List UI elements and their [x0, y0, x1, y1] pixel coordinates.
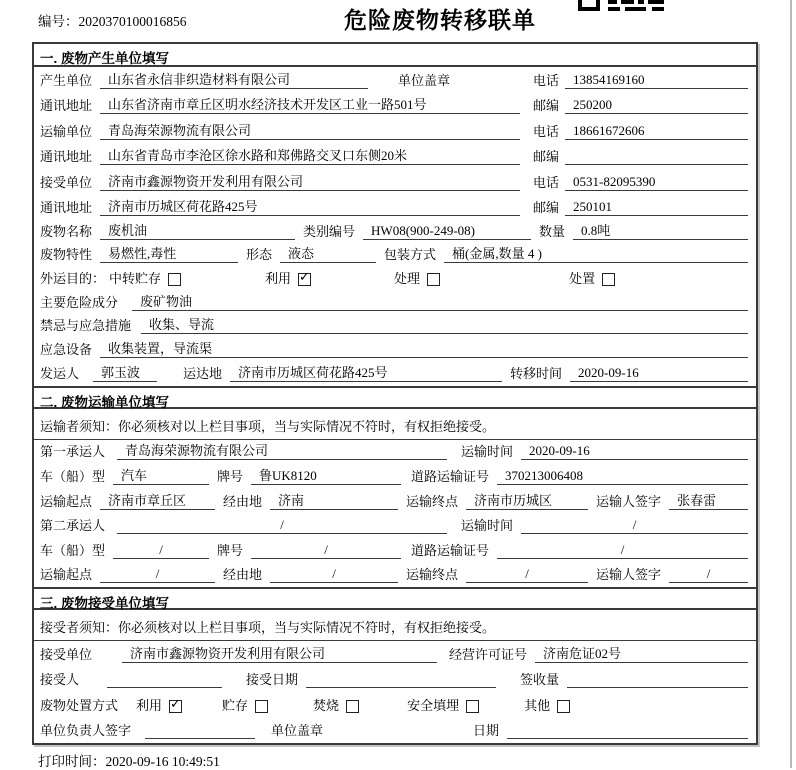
plate-label: 牌号 [217, 469, 244, 484]
destination-field: 济南市历城区荷花路425号 [230, 362, 502, 382]
purpose-option-treat [394, 268, 440, 287]
address-label: 通讯地址 [40, 200, 93, 215]
row-transport-address [34, 144, 756, 170]
row-waste-name [34, 220, 756, 244]
checkbox-storage [168, 273, 181, 286]
receiver-address-field: 济南市历城区荷花路425号 [100, 196, 520, 216]
date-label: 日期 [473, 723, 500, 739]
plate-label: 牌号 [217, 542, 244, 558]
form-state-field: 液态 [280, 243, 376, 263]
category-code-label: 类别编号 [303, 223, 356, 239]
route-via-field: / [270, 566, 398, 583]
producer-phone-group [533, 70, 748, 89]
route-end-field: / [466, 566, 588, 583]
producer-zip-group [533, 95, 748, 114]
phone-label: 电话 [533, 123, 560, 139]
receiver-unit-field: 济南市鑫源物资开发利用有限公司 [100, 171, 520, 191]
transport-zip-group [533, 146, 748, 165]
row-producer-address [34, 93, 756, 119]
vehicle-type-field: / [113, 542, 209, 559]
carrier-sign-field: 张春雷 [669, 490, 748, 510]
option-label: 焚烧 [313, 697, 340, 713]
page-edge-divider [790, 0, 792, 768]
hazard-label: 主要危险成分 [40, 294, 119, 310]
accept-date-label: 接受日期 [246, 672, 299, 688]
checkbox-treat [427, 273, 440, 286]
unit-seal-label: 单位盖章 [271, 723, 324, 739]
receiver-unit-label: 接受单位 [40, 174, 93, 190]
option-label: 处理 [394, 271, 421, 287]
disposal-option-other [524, 695, 570, 714]
responsible-sign-field [145, 725, 255, 739]
producer-address-field: 山东省济南市章丘区明水经济技术开发区工业一路501号 [100, 94, 520, 114]
transport-phone-field: 18661672606 [565, 123, 748, 140]
sign-quantity-field [567, 674, 748, 688]
accept-person-field [107, 674, 222, 688]
zip-label: 邮编 [533, 200, 560, 215]
transport-unit-field: 青岛海荣源物流有限公司 [100, 120, 520, 140]
zip-label: 邮编 [533, 149, 560, 164]
first-carrier-field: 青岛海荣源物流有限公司 [117, 440, 447, 460]
transport-time-label: 运输时间 [461, 444, 514, 460]
hazard-field: 废矿物油 [132, 291, 748, 311]
row-producer-unit [34, 67, 756, 93]
sign-quantity-label: 签收量 [520, 672, 560, 688]
page-title: 危险废物转移联单 [344, 7, 536, 33]
taboo-field: 收集、导流 [141, 314, 748, 334]
producer-unit-label: 产生单位 [40, 72, 93, 88]
transfer-time-label: 转移时间 [510, 365, 563, 381]
disposal-option-incinerate [313, 695, 359, 714]
equipment-label: 应急设备 [40, 342, 93, 358]
print-time-label: 打印时间： [38, 754, 106, 769]
route-via-label: 经由地 [223, 493, 263, 509]
receiver-phone-group [533, 172, 748, 191]
checkbox-landfill [466, 700, 479, 713]
receiver-zip-field: 250101 [565, 199, 748, 216]
row-vehicle-2 [34, 538, 756, 563]
option-label: 利用 [136, 697, 163, 713]
purpose-option-storage [109, 268, 181, 287]
row-receiver-unit [34, 169, 756, 195]
checkbox-other [557, 700, 570, 713]
row-vehicle-1 [34, 464, 756, 489]
checkbox-incinerate [346, 700, 359, 713]
phone-label: 电话 [533, 72, 560, 88]
plate-field: / [251, 542, 401, 559]
print-time-value: 2020-09-16 10:49:51 [105, 754, 220, 769]
carrier-sign-label: 运输人签字 [596, 493, 662, 509]
option-label: 中转贮存 [109, 271, 162, 287]
waste-traits-label: 废物特性 [40, 247, 93, 263]
first-carrier-label: 第一承运人 [40, 444, 106, 460]
destination-label: 运达地 [183, 365, 223, 381]
category-code-field: HW08(900-249-08) [363, 223, 531, 240]
road-cert-field: / [497, 542, 748, 559]
row-responsible-sign [34, 718, 756, 744]
disposal-label: 废物处置方式 [40, 697, 119, 713]
transport-phone-group [533, 121, 748, 140]
section3-header: 三. 废物接受单位填写 [34, 587, 756, 610]
serial-label: 编号： [38, 14, 79, 29]
disposal-option-utilize [136, 695, 182, 714]
road-cert-label: 道路运输证号 [411, 542, 490, 558]
dispatcher-label: 发运人 [40, 365, 80, 381]
route-end-label: 运输终点 [406, 567, 459, 583]
purpose-label: 外运目的： [40, 271, 106, 287]
transport-address-field: 山东省青岛市李沧区徐水路和郑佛路交叉口东侧20米 [100, 145, 520, 165]
transport-unit-label: 运输单位 [40, 123, 93, 139]
accept-date-field [306, 674, 496, 688]
checkbox-utilize [169, 700, 182, 713]
waste-name-field: 废机油 [100, 220, 295, 240]
quantity-label: 数量 [539, 223, 566, 239]
route-start-label: 运输起点 [40, 567, 93, 583]
row-second-carrier [34, 514, 756, 539]
row-accept-unit [34, 641, 756, 667]
form-state-label: 形态 [246, 247, 273, 263]
road-cert-label: 道路运输证号 [411, 469, 490, 484]
row-disposal-method [34, 692, 756, 718]
zip-label: 邮编 [533, 98, 560, 113]
vehicle-type-field: 汽车 [113, 465, 209, 485]
unit-seal-label: 单位盖章 [398, 72, 451, 88]
receiver-notice: 接受者须知：你必须核对以上栏目事项，当与实际情况不符时，有权拒绝接受。 [34, 610, 756, 641]
waste-name-label: 废物名称 [40, 223, 93, 239]
producer-unit-field: 山东省永信非织造材料有限公司 [100, 69, 368, 89]
checkbox-utilize [298, 273, 311, 286]
transport-time-label: 运输时间 [461, 518, 514, 534]
license-field: 济南危证02号 [535, 643, 748, 663]
route-start-label: 运输起点 [40, 493, 93, 509]
receiver-zip-group [533, 197, 748, 216]
document-header [0, 0, 796, 40]
waste-traits-field: 易燃性,毒性 [100, 243, 238, 263]
second-carrier-field: / [117, 517, 447, 534]
carrier-sign-field: / [669, 566, 748, 583]
route-start-field: / [100, 566, 215, 583]
accept-person-label: 接受人 [40, 672, 80, 688]
dispatcher-field: 郭玉波 [93, 362, 157, 382]
row-receiver-address [34, 195, 756, 221]
route-via-field: 济南 [270, 490, 398, 510]
transport-time-field: / [521, 517, 748, 534]
road-cert-field: 370213006408 [497, 468, 748, 485]
transfer-time-field: 2020-09-16 [570, 365, 748, 382]
equipment-field: 收集装置，导流渠 [100, 338, 748, 358]
checkbox-dispose [602, 273, 615, 286]
package-field: 桶(金属,数量 4 ) [444, 243, 748, 263]
row-route-2 [34, 563, 756, 588]
disposal-option-landfill [407, 695, 479, 714]
producer-zip-field: 250200 [565, 97, 748, 114]
row-first-carrier [34, 440, 756, 465]
qr-code-fragment-icon [578, 0, 666, 11]
manifest-table [32, 42, 758, 745]
transporter-notice: 运输者须知：你必须核对以上栏目事项，当与实际情况不符时，有权拒绝接受。 [34, 409, 756, 440]
row-emergency-measures [34, 315, 756, 339]
route-end-field: 济南市历城区 [466, 490, 588, 510]
row-emergency-equipment [34, 338, 756, 362]
row-transport-unit [34, 118, 756, 144]
route-via-label: 经由地 [223, 567, 263, 583]
package-label: 包装方式 [384, 247, 437, 263]
license-label: 经营许可证号 [449, 646, 528, 662]
transport-zip-field [565, 151, 748, 165]
row-transfer-purpose [34, 267, 756, 291]
checkbox-store [255, 700, 268, 713]
taboo-label: 禁忌与应急措施 [40, 318, 132, 334]
receiver-phone-field: 0531-82095390 [565, 174, 748, 191]
print-time [38, 750, 220, 770]
transport-time-field: 2020-09-16 [521, 443, 748, 460]
route-end-label: 运输终点 [406, 493, 459, 509]
section2-header: 二. 废物运输单位填写 [34, 386, 756, 409]
row-accept-person [34, 667, 756, 693]
row-hazard-component [34, 291, 756, 315]
option-label: 利用 [265, 271, 292, 287]
quantity-field: 0.8吨 [573, 220, 748, 240]
option-label: 其他 [524, 697, 551, 713]
option-label: 贮存 [222, 697, 249, 713]
purpose-option-dispose [569, 268, 615, 287]
address-label: 通讯地址 [40, 149, 93, 164]
serial-value: 2020370100016856 [78, 14, 187, 29]
vehicle-type-label: 车（船）型 [40, 542, 106, 558]
date-field [507, 725, 748, 739]
option-label: 处置 [569, 271, 596, 287]
option-label: 安全填埋 [407, 697, 460, 713]
section1-header: 一. 废物产生单位填写 [34, 44, 756, 67]
vehicle-type-label: 车（船）型 [40, 469, 106, 484]
accept-unit-field: 济南市鑫源物资开发利用有限公司 [122, 643, 437, 663]
phone-label: 电话 [533, 174, 560, 190]
row-route-1 [34, 489, 756, 514]
responsible-sign-label: 单位负责人签字 [40, 723, 132, 739]
carrier-sign-label: 运输人签字 [596, 567, 662, 583]
row-dispatcher [34, 362, 756, 386]
accept-unit-label: 接受单位 [40, 646, 93, 662]
address-label: 通讯地址 [40, 98, 93, 113]
plate-field: 鲁UK8120 [251, 465, 401, 485]
row-waste-traits [34, 244, 756, 268]
second-carrier-label: 第二承运人 [40, 518, 106, 534]
producer-phone-field: 13854169160 [565, 72, 748, 89]
disposal-option-store [222, 695, 268, 714]
purpose-option-utilize [265, 268, 311, 287]
route-start-field: 济南市章丘区 [100, 490, 215, 510]
